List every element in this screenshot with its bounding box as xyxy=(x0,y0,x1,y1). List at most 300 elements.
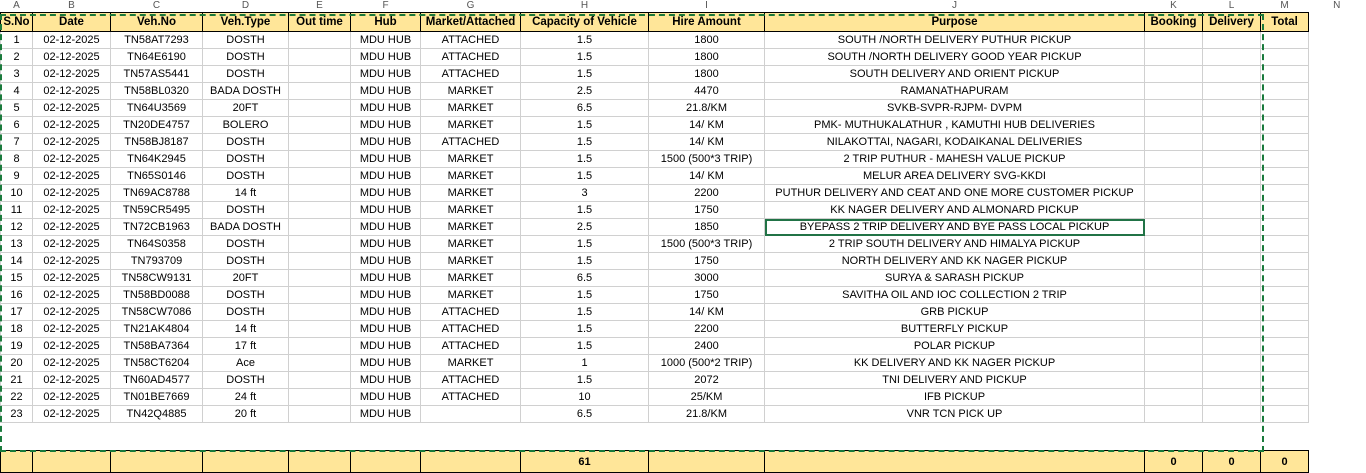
cell-capacity[interactable]: 3 xyxy=(521,185,649,202)
cell-sno[interactable]: 13 xyxy=(1,236,33,253)
cell-hub[interactable]: MDU HUB xyxy=(351,151,421,168)
cell-empty[interactable] xyxy=(1309,355,1366,372)
cell-hub[interactable]: MDU HUB xyxy=(351,100,421,117)
table-row[interactable] xyxy=(1,219,1366,236)
cell-date[interactable]: 02-12-2025 xyxy=(33,236,111,253)
cell-vehtype[interactable]: BADA DOSTH xyxy=(203,83,289,100)
cell-delivery[interactable] xyxy=(1203,185,1261,202)
cell-total[interactable] xyxy=(1261,253,1309,270)
cell-date[interactable]: 02-12-2025 xyxy=(33,355,111,372)
cell-hub[interactable]: MDU HUB xyxy=(351,338,421,355)
cell-hire[interactable]: 14/ KM xyxy=(649,168,765,185)
cell-vehno[interactable]: TN793709 xyxy=(111,253,203,270)
cell-empty[interactable] xyxy=(1309,372,1366,389)
total-empty-cell[interactable] xyxy=(765,451,1145,473)
cell-hire[interactable]: 1500 (500*3 TRIP) xyxy=(649,151,765,168)
cell-delivery[interactable] xyxy=(1203,219,1261,236)
total-empty-cell[interactable] xyxy=(111,451,203,473)
cell-vehno[interactable]: TN21AK4804 xyxy=(111,321,203,338)
cell-purpose[interactable]: VNR TCN PICK UP xyxy=(765,406,1145,423)
column-header-delivery[interactable]: Delivery xyxy=(1203,13,1261,32)
cell-sno[interactable]: 14 xyxy=(1,253,33,270)
cell-sno[interactable]: 4 xyxy=(1,83,33,100)
cell-market[interactable]: ATTACHED xyxy=(421,372,521,389)
table-row[interactable] xyxy=(1,338,1366,355)
cell-booking[interactable] xyxy=(1145,49,1203,66)
cell-sno[interactable]: 11 xyxy=(1,202,33,219)
cell-market[interactable]: MARKET xyxy=(421,185,521,202)
cell-capacity[interactable]: 2.5 xyxy=(521,219,649,236)
column-letter-g[interactable]: G xyxy=(421,0,521,13)
cell-market[interactable] xyxy=(421,406,521,423)
cell-vehtype[interactable]: 24 ft xyxy=(203,389,289,406)
cell-capacity[interactable]: 1.5 xyxy=(521,321,649,338)
cell-market[interactable]: MARKET xyxy=(421,151,521,168)
cell-market[interactable]: MARKET xyxy=(421,253,521,270)
cell-delivery[interactable] xyxy=(1203,236,1261,253)
column-header-purpose[interactable]: Purpose xyxy=(765,13,1145,32)
cell-empty[interactable] xyxy=(1309,134,1366,151)
cell-sno[interactable]: 3 xyxy=(1,66,33,83)
cell-capacity[interactable]: 1.5 xyxy=(521,304,649,321)
cell-booking[interactable] xyxy=(1145,100,1203,117)
cell-purpose[interactable]: PMK- MUTHUKALATHUR , KAMUTHI HUB DELIVERIES xyxy=(765,117,1145,134)
cell-date[interactable]: 02-12-2025 xyxy=(33,304,111,321)
cell-sno[interactable]: 21 xyxy=(1,372,33,389)
cell-outtime[interactable] xyxy=(289,287,351,304)
total-empty-cell[interactable] xyxy=(421,451,521,473)
cell-hub[interactable]: MDU HUB xyxy=(351,236,421,253)
cell-market[interactable]: ATTACHED xyxy=(421,304,521,321)
cell-hire[interactable]: 1800 xyxy=(649,49,765,66)
cell-purpose[interactable]: TNI DELIVERY AND PICKUP xyxy=(765,372,1145,389)
cell-capacity[interactable]: 1.5 xyxy=(521,202,649,219)
cell-purpose[interactable]: POLAR PICKUP xyxy=(765,338,1145,355)
cell-hub[interactable]: MDU HUB xyxy=(351,321,421,338)
cell-market[interactable]: ATTACHED xyxy=(421,321,521,338)
cell-total[interactable] xyxy=(1261,202,1309,219)
cell-vehno[interactable]: TN65S0146 xyxy=(111,168,203,185)
cell-empty[interactable] xyxy=(1309,32,1366,49)
cell-empty[interactable] xyxy=(1309,270,1366,287)
cell-outtime[interactable] xyxy=(289,66,351,83)
cell-booking[interactable] xyxy=(1145,32,1203,49)
column-header-out-time[interactable]: Out time xyxy=(289,13,351,32)
table-row[interactable] xyxy=(1,168,1366,185)
cell-sno[interactable]: 2 xyxy=(1,49,33,66)
cell-total[interactable] xyxy=(1261,66,1309,83)
cell-sno[interactable]: 15 xyxy=(1,270,33,287)
cell-vehno[interactable]: TN58CW9131 xyxy=(111,270,203,287)
cell-vehtype[interactable]: 20 ft xyxy=(203,406,289,423)
cell-purpose[interactable]: BYEPASS 2 TRIP DELIVERY AND BYE PASS LOCAL PICKUP xyxy=(765,219,1145,236)
cell-total[interactable] xyxy=(1261,151,1309,168)
cell-hub[interactable]: MDU HUB xyxy=(351,287,421,304)
cell-purpose[interactable]: SVKB-SVPR-RJPM- DVPM xyxy=(765,100,1145,117)
cell-empty[interactable] xyxy=(1309,83,1366,100)
cell-purpose[interactable]: KK NAGER DELIVERY AND ALMONARD PICKUP xyxy=(765,202,1145,219)
cell-vehtype[interactable]: DOSTH xyxy=(203,66,289,83)
cell-capacity[interactable]: 6.5 xyxy=(521,270,649,287)
cell-delivery[interactable] xyxy=(1203,202,1261,219)
cell-empty[interactable] xyxy=(1309,151,1366,168)
cell-capacity[interactable]: 1.5 xyxy=(521,32,649,49)
cell-total[interactable] xyxy=(1261,338,1309,355)
cell-sno[interactable]: 17 xyxy=(1,304,33,321)
total-empty-cell[interactable] xyxy=(289,451,351,473)
cell-vehtype[interactable]: BADA DOSTH xyxy=(203,219,289,236)
cell-empty[interactable] xyxy=(1309,406,1366,423)
cell-outtime[interactable] xyxy=(289,83,351,100)
cell-delivery[interactable] xyxy=(1203,100,1261,117)
cell-date[interactable]: 02-12-2025 xyxy=(33,100,111,117)
cell-hire[interactable]: 21.8/KM xyxy=(649,100,765,117)
cell-empty[interactable] xyxy=(1309,236,1366,253)
cell-empty[interactable] xyxy=(1309,338,1366,355)
cell-booking[interactable] xyxy=(1145,270,1203,287)
cell-vehtype[interactable]: DOSTH xyxy=(203,134,289,151)
table-row[interactable] xyxy=(1,49,1366,66)
cell-outtime[interactable] xyxy=(289,32,351,49)
cell-date[interactable]: 02-12-2025 xyxy=(33,253,111,270)
cell-vehno[interactable]: TN20DE4757 xyxy=(111,117,203,134)
cell-sno[interactable]: 19 xyxy=(1,338,33,355)
cell-hub[interactable]: MDU HUB xyxy=(351,389,421,406)
cell-capacity[interactable]: 1.5 xyxy=(521,134,649,151)
cell-vehno[interactable]: TN57AS5441 xyxy=(111,66,203,83)
cell-purpose[interactable]: GRB PICKUP xyxy=(765,304,1145,321)
cell-sno[interactable]: 12 xyxy=(1,219,33,236)
cell-capacity[interactable]: 1.5 xyxy=(521,372,649,389)
cell-hub[interactable]: MDU HUB xyxy=(351,83,421,100)
cell-vehtype[interactable]: DOSTH xyxy=(203,168,289,185)
cell-vehno[interactable]: TN58BL0320 xyxy=(111,83,203,100)
cell-sno[interactable]: 23 xyxy=(1,406,33,423)
cell-vehtype[interactable]: 17 ft xyxy=(203,338,289,355)
cell-booking[interactable] xyxy=(1145,389,1203,406)
cell-date[interactable]: 02-12-2025 xyxy=(33,49,111,66)
cell-date[interactable]: 02-12-2025 xyxy=(33,270,111,287)
column-letter-e[interactable]: E xyxy=(289,0,351,13)
cell-hire[interactable]: 3000 xyxy=(649,270,765,287)
cell-total[interactable] xyxy=(1261,406,1309,423)
cell-outtime[interactable] xyxy=(289,270,351,287)
cell-outtime[interactable] xyxy=(289,202,351,219)
cell-vehtype[interactable]: DOSTH xyxy=(203,304,289,321)
cell-outtime[interactable] xyxy=(289,117,351,134)
table-row[interactable] xyxy=(1,117,1366,134)
cell-market[interactable]: MARKET xyxy=(421,270,521,287)
column-header-total[interactable]: Total xyxy=(1261,13,1309,32)
cell-hub[interactable]: MDU HUB xyxy=(351,355,421,372)
cell-hub[interactable]: MDU HUB xyxy=(351,406,421,423)
cell-outtime[interactable] xyxy=(289,134,351,151)
column-header-hub[interactable]: Hub xyxy=(351,13,421,32)
column-letter-k[interactable]: K xyxy=(1145,0,1203,13)
cell-vehtype[interactable]: DOSTH xyxy=(203,49,289,66)
cell-vehtype[interactable]: Ace xyxy=(203,355,289,372)
cell-total[interactable] xyxy=(1261,32,1309,49)
cell-hub[interactable]: MDU HUB xyxy=(351,219,421,236)
cell-delivery[interactable] xyxy=(1203,83,1261,100)
cell-delivery[interactable] xyxy=(1203,304,1261,321)
cell-outtime[interactable] xyxy=(289,49,351,66)
cell-sno[interactable]: 6 xyxy=(1,117,33,134)
cell-delivery[interactable] xyxy=(1203,406,1261,423)
cell-date[interactable]: 02-12-2025 xyxy=(33,321,111,338)
cell-purpose[interactable]: NORTH DELIVERY AND KK NAGER PICKUP xyxy=(765,253,1145,270)
total-capacity[interactable]: 61 xyxy=(521,451,649,473)
cell-purpose[interactable]: SOUTH /NORTH DELIVERY GOOD YEAR PICKUP xyxy=(765,49,1145,66)
cell-hub[interactable]: MDU HUB xyxy=(351,49,421,66)
table-row[interactable] xyxy=(1,406,1366,423)
cell-market[interactable]: MARKET xyxy=(421,236,521,253)
cell-total[interactable] xyxy=(1261,321,1309,338)
cell-sno[interactable]: 20 xyxy=(1,355,33,372)
cell-capacity[interactable]: 1.5 xyxy=(521,168,649,185)
cell-outtime[interactable] xyxy=(289,253,351,270)
cell-market[interactable]: ATTACHED xyxy=(421,66,521,83)
cell-purpose[interactable]: 2 TRIP PUTHUR - MAHESH VALUE PICKUP xyxy=(765,151,1145,168)
cell-market[interactable]: MARKET xyxy=(421,83,521,100)
column-header-date[interactable]: Date xyxy=(33,13,111,32)
cell-vehno[interactable]: TN58BA7364 xyxy=(111,338,203,355)
cell-sno[interactable]: 16 xyxy=(1,287,33,304)
cell-empty[interactable] xyxy=(1309,202,1366,219)
cell-outtime[interactable] xyxy=(289,100,351,117)
cell-vehtype[interactable]: DOSTH xyxy=(203,287,289,304)
table-row[interactable] xyxy=(1,236,1366,253)
cell-market[interactable]: ATTACHED xyxy=(421,49,521,66)
cell-date[interactable]: 02-12-2025 xyxy=(33,117,111,134)
table-row[interactable] xyxy=(1,32,1366,49)
cell-capacity[interactable]: 1.5 xyxy=(521,287,649,304)
cell-vehno[interactable]: TN42Q4885 xyxy=(111,406,203,423)
cell-date[interactable]: 02-12-2025 xyxy=(33,389,111,406)
cell-market[interactable]: ATTACHED xyxy=(421,389,521,406)
cell-total[interactable] xyxy=(1261,49,1309,66)
cell-hire[interactable]: 25/KM xyxy=(649,389,765,406)
total-booking[interactable]: 0 xyxy=(1145,451,1203,473)
cell-hire[interactable]: 1850 xyxy=(649,219,765,236)
cell-sno[interactable]: 18 xyxy=(1,321,33,338)
cell-booking[interactable] xyxy=(1145,202,1203,219)
cell-booking[interactable] xyxy=(1145,134,1203,151)
cell-date[interactable]: 02-12-2025 xyxy=(33,66,111,83)
table-row[interactable] xyxy=(1,253,1366,270)
cell-hire[interactable]: 4470 xyxy=(649,83,765,100)
cell-capacity[interactable]: 1.5 xyxy=(521,338,649,355)
cell-capacity[interactable]: 1.5 xyxy=(521,253,649,270)
cell-empty[interactable] xyxy=(1309,117,1366,134)
cell-outtime[interactable] xyxy=(289,236,351,253)
cell-hire[interactable]: 1800 xyxy=(649,66,765,83)
cell-vehno[interactable]: TN58AT7293 xyxy=(111,32,203,49)
cell-hire[interactable]: 14/ KM xyxy=(649,134,765,151)
cell-purpose[interactable]: 2 TRIP SOUTH DELIVERY AND HIMALYA PICKUP xyxy=(765,236,1145,253)
column-letter-i[interactable]: I xyxy=(649,0,765,13)
cell-hub[interactable]: MDU HUB xyxy=(351,66,421,83)
cell-outtime[interactable] xyxy=(289,219,351,236)
cell-purpose[interactable]: SOUTH /NORTH DELIVERY PUTHUR PICKUP xyxy=(765,32,1145,49)
cell-sno[interactable]: 9 xyxy=(1,168,33,185)
cell-outtime[interactable] xyxy=(289,372,351,389)
cell-delivery[interactable] xyxy=(1203,168,1261,185)
cell-vehno[interactable]: TN60AD4577 xyxy=(111,372,203,389)
table-row[interactable] xyxy=(1,389,1366,406)
cell-empty[interactable] xyxy=(1309,287,1366,304)
cell-sno[interactable]: 5 xyxy=(1,100,33,117)
cell-capacity[interactable]: 6.5 xyxy=(521,100,649,117)
cell-empty[interactable] xyxy=(1309,49,1366,66)
cell-booking[interactable] xyxy=(1145,406,1203,423)
cell-empty[interactable] xyxy=(1309,219,1366,236)
cell-vehtype[interactable]: BOLERO xyxy=(203,117,289,134)
column-letter-l[interactable]: L xyxy=(1203,0,1261,13)
cell-hire[interactable]: 2072 xyxy=(649,372,765,389)
cell-booking[interactable] xyxy=(1145,338,1203,355)
cell-market[interactable]: ATTACHED xyxy=(421,32,521,49)
cell-market[interactable]: MARKET xyxy=(421,168,521,185)
cell-total[interactable] xyxy=(1261,236,1309,253)
table-row[interactable] xyxy=(1,151,1366,168)
table-row[interactable] xyxy=(1,202,1366,219)
cell-vehtype[interactable]: DOSTH xyxy=(203,151,289,168)
cell-vehno[interactable]: TN59CR5495 xyxy=(111,202,203,219)
cell-capacity[interactable]: 6.5 xyxy=(521,406,649,423)
table-row[interactable] xyxy=(1,355,1366,372)
cell-hub[interactable]: MDU HUB xyxy=(351,202,421,219)
column-letter-h[interactable]: H xyxy=(521,0,649,13)
cell-hub[interactable]: MDU HUB xyxy=(351,134,421,151)
cell-total[interactable] xyxy=(1261,389,1309,406)
cell-booking[interactable] xyxy=(1145,236,1203,253)
column-header-veh-type[interactable]: Veh.Type xyxy=(203,13,289,32)
cell-date[interactable]: 02-12-2025 xyxy=(33,406,111,423)
cell-delivery[interactable] xyxy=(1203,270,1261,287)
cell-booking[interactable] xyxy=(1145,219,1203,236)
cell-date[interactable]: 02-12-2025 xyxy=(33,151,111,168)
table-row[interactable] xyxy=(1,185,1366,202)
cell-sno[interactable]: 22 xyxy=(1,389,33,406)
cell-empty[interactable] xyxy=(1309,185,1366,202)
cell-outtime[interactable] xyxy=(289,151,351,168)
cell-market[interactable]: ATTACHED xyxy=(421,134,521,151)
cell-outtime[interactable] xyxy=(289,168,351,185)
cell-outtime[interactable] xyxy=(289,389,351,406)
total-delivery[interactable]: 0 xyxy=(1203,451,1261,473)
cell-booking[interactable] xyxy=(1145,253,1203,270)
cell-capacity[interactable]: 1 xyxy=(521,355,649,372)
cell-capacity[interactable]: 1.5 xyxy=(521,66,649,83)
cell-purpose[interactable]: SOUTH DELIVERY AND ORIENT PICKUP xyxy=(765,66,1145,83)
cell-delivery[interactable] xyxy=(1203,49,1261,66)
total-empty-cell[interactable] xyxy=(33,451,111,473)
cell-outtime[interactable] xyxy=(289,304,351,321)
column-letter-n[interactable]: N xyxy=(1309,0,1366,13)
cell-capacity[interactable]: 2.5 xyxy=(521,83,649,100)
cell-total[interactable] xyxy=(1261,83,1309,100)
cell-purpose[interactable]: NILAKOTTAI, NAGARI, KODAIKANAL DELIVERIES xyxy=(765,134,1145,151)
cell-vehno[interactable]: TN58BJ8187 xyxy=(111,134,203,151)
total-total[interactable]: 0 xyxy=(1261,451,1309,473)
cell-empty[interactable] xyxy=(1309,304,1366,321)
column-letter-j[interactable]: J xyxy=(765,0,1145,13)
cell-capacity[interactable]: 1.5 xyxy=(521,49,649,66)
cell-date[interactable]: 02-12-2025 xyxy=(33,168,111,185)
cell-capacity[interactable]: 1.5 xyxy=(521,117,649,134)
column-header-veh-no[interactable]: Veh.No xyxy=(111,13,203,32)
cell-vehtype[interactable]: 14 ft xyxy=(203,321,289,338)
table-row[interactable] xyxy=(1,270,1366,287)
cell-total[interactable] xyxy=(1261,185,1309,202)
cell-delivery[interactable] xyxy=(1203,134,1261,151)
cell-vehno[interactable]: TN58CT6204 xyxy=(111,355,203,372)
column-letter-b[interactable]: B xyxy=(33,0,111,13)
cell-hub[interactable]: MDU HUB xyxy=(351,253,421,270)
cell-vehno[interactable]: TN64K2945 xyxy=(111,151,203,168)
cell-purpose[interactable]: KK DELIVERY AND KK NAGER PICKUP xyxy=(765,355,1145,372)
table-row[interactable] xyxy=(1,287,1366,304)
cell-total[interactable] xyxy=(1261,219,1309,236)
cell-vehno[interactable]: TN64U3569 xyxy=(111,100,203,117)
total-empty-cell[interactable] xyxy=(203,451,289,473)
cell-market[interactable]: ATTACHED xyxy=(421,338,521,355)
total-empty-cell[interactable] xyxy=(351,451,421,473)
cell-hub[interactable]: MDU HUB xyxy=(351,270,421,287)
cell-hire[interactable]: 1000 (500*2 TRIP) xyxy=(649,355,765,372)
cell-capacity[interactable]: 1.5 xyxy=(521,151,649,168)
table-row[interactable] xyxy=(1,321,1366,338)
total-empty-cell[interactable] xyxy=(1,451,33,473)
column-letter-f[interactable]: F xyxy=(351,0,421,13)
column-letter-d[interactable]: D xyxy=(203,0,289,13)
cell-total[interactable] xyxy=(1261,355,1309,372)
cell-sno[interactable]: 1 xyxy=(1,32,33,49)
column-header-hire-amount[interactable]: Hire Amount xyxy=(649,13,765,32)
cell-booking[interactable] xyxy=(1145,304,1203,321)
table-row[interactable] xyxy=(1,100,1366,117)
cell-vehtype[interactable]: DOSTH xyxy=(203,202,289,219)
cell-purpose[interactable]: IFB PICKUP xyxy=(765,389,1145,406)
cell-date[interactable]: 02-12-2025 xyxy=(33,185,111,202)
cell-capacity[interactable]: 10 xyxy=(521,389,649,406)
cell-purpose[interactable]: RAMANATHAPURAM xyxy=(765,83,1145,100)
cell-total[interactable] xyxy=(1261,287,1309,304)
column-header-s-no[interactable]: S.No xyxy=(1,13,33,32)
table-row[interactable] xyxy=(1,304,1366,321)
cell-booking[interactable] xyxy=(1145,321,1203,338)
cell-hire[interactable]: 1750 xyxy=(649,202,765,219)
cell-booking[interactable] xyxy=(1145,66,1203,83)
cell-vehno[interactable]: TN69AC8788 xyxy=(111,185,203,202)
cell-outtime[interactable] xyxy=(289,185,351,202)
cell-vehtype[interactable]: DOSTH xyxy=(203,236,289,253)
cell-vehtype[interactable]: 20FT xyxy=(203,270,289,287)
cell-booking[interactable] xyxy=(1145,185,1203,202)
cell-empty[interactable] xyxy=(1309,321,1366,338)
cell-date[interactable]: 02-12-2025 xyxy=(33,338,111,355)
cell-hire[interactable]: 1500 (500*3 TRIP) xyxy=(649,236,765,253)
cell-total[interactable] xyxy=(1261,100,1309,117)
cell-booking[interactable] xyxy=(1145,168,1203,185)
cell-purpose[interactable]: BUTTERFLY PICKUP xyxy=(765,321,1145,338)
cell-empty[interactable] xyxy=(1309,168,1366,185)
cell-vehno[interactable]: TN58BD0088 xyxy=(111,287,203,304)
cell-hub[interactable]: MDU HUB xyxy=(351,185,421,202)
cell-market[interactable]: MARKET xyxy=(421,219,521,236)
cell-sno[interactable]: 10 xyxy=(1,185,33,202)
